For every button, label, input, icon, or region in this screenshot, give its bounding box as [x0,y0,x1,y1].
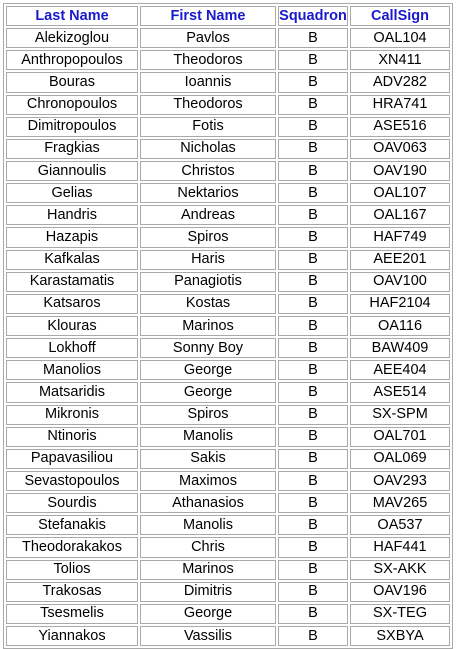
first-name-cell: Sakis [140,449,276,469]
table-row [6,227,450,247]
table-row [6,382,450,402]
last-name-cell: Tolios [6,560,138,580]
header-row [6,6,450,26]
squadron-cell: B [278,139,348,159]
last-name-cell: Matsaridis [6,382,138,402]
table-row [6,338,450,358]
header-squadron: Squadron [278,6,348,26]
last-name-cell: Chronopoulos [6,95,138,115]
squadron-cell: B [278,537,348,557]
last-name-cell: Mikronis [6,405,138,425]
first-name-cell: Panagiotis [140,272,276,292]
callsign-cell: OA116 [350,316,450,336]
squadron-cell: B [278,493,348,513]
table-row [6,183,450,203]
squadron-cell: B [278,560,348,580]
callsign-cell: HAF2104 [350,294,450,314]
table-row [6,161,450,181]
callsign-cell: AEE404 [350,360,450,380]
callsign-cell: SX-AKK [350,560,450,580]
first-name-cell: Haris [140,250,276,270]
squadron-cell: B [278,183,348,203]
squadron-cell: B [278,449,348,469]
first-name-cell: George [140,382,276,402]
table-row [6,205,450,225]
first-name-cell: Fotis [140,117,276,137]
squadron-cell: B [278,604,348,624]
table-row [6,95,450,115]
table-row [6,427,450,447]
callsign-cell: BAW409 [350,338,450,358]
callsign-cell: OAL107 [350,183,450,203]
last-name-cell: Dimitropoulos [6,117,138,137]
squadron-cell: B [278,626,348,646]
table-row [6,560,450,580]
last-name-cell: Papavasiliou [6,449,138,469]
callsign-cell: OAV196 [350,582,450,602]
first-name-cell: Ioannis [140,72,276,92]
first-name-cell: Manolis [140,427,276,447]
table-row [6,316,450,336]
callsign-cell: AEE201 [350,250,450,270]
squadron-cell: B [278,117,348,137]
squadron-cell: B [278,471,348,491]
squadron-cell: B [278,582,348,602]
squadron-cell: B [278,382,348,402]
header-callsign: CallSign [350,6,450,26]
table-row [6,515,450,535]
callsign-cell: ASE516 [350,117,450,137]
last-name-cell: Tsesmelis [6,604,138,624]
last-name-cell: Sourdis [6,493,138,513]
first-name-cell: Athanasios [140,493,276,513]
squadron-cell: B [278,250,348,270]
squadron-cell: B [278,294,348,314]
squadron-cell: B [278,515,348,535]
callsign-cell: OAV293 [350,471,450,491]
last-name-cell: Kafkalas [6,250,138,270]
callsign-cell: SX-TEG [350,604,450,624]
first-name-cell: Andreas [140,205,276,225]
callsign-cell: OAL701 [350,427,450,447]
table-row [6,294,450,314]
table-row [6,272,450,292]
last-name-cell: Katsaros [6,294,138,314]
first-name-cell: Chris [140,537,276,557]
squadron-cell: B [278,95,348,115]
last-name-cell: Sevastopoulos [6,471,138,491]
table-body [6,28,450,646]
callsign-cell: OAL104 [350,28,450,48]
first-name-cell: Theodoros [140,50,276,70]
last-name-cell: Bouras [6,72,138,92]
table-row [6,405,450,425]
callsign-cell: OAV190 [350,161,450,181]
callsign-cell: ASE514 [350,382,450,402]
first-name-cell: Marinos [140,316,276,336]
callsign-cell: HAF749 [350,227,450,247]
squadron-cell: B [278,316,348,336]
squadron-cell: B [278,427,348,447]
callsign-cell: ADV282 [350,72,450,92]
callsign-cell: HRA741 [350,95,450,115]
squadron-cell: B [278,405,348,425]
table-row [6,626,450,646]
table-row [6,493,450,513]
callsign-cell: SXBYA [350,626,450,646]
last-name-cell: Klouras [6,316,138,336]
table-row [6,582,450,602]
last-name-cell: Stefanakis [6,515,138,535]
last-name-cell: Anthropopoulos [6,50,138,70]
first-name-cell: Spiros [140,227,276,247]
table-row [6,28,450,48]
last-name-cell: Ntinoris [6,427,138,447]
table-row [6,72,450,92]
last-name-cell: Handris [6,205,138,225]
squadron-cell: B [278,360,348,380]
squadron-cell: B [278,161,348,181]
last-name-cell: Trakosas [6,582,138,602]
squadron-cell: B [278,72,348,92]
first-name-cell: Manolis [140,515,276,535]
table-row [6,471,450,491]
first-name-cell: Christos [140,161,276,181]
first-name-cell: Spiros [140,405,276,425]
pilot-roster-table [3,3,453,649]
squadron-cell: B [278,50,348,70]
table-row [6,250,450,270]
squadron-cell: B [278,28,348,48]
first-name-cell: Kostas [140,294,276,314]
first-name-cell: Dimitris [140,582,276,602]
callsign-cell: XN411 [350,50,450,70]
last-name-cell: Manolios [6,360,138,380]
first-name-cell: Sonny Boy [140,338,276,358]
first-name-cell: Theodoros [140,95,276,115]
squadron-cell: B [278,205,348,225]
first-name-cell: Maximos [140,471,276,491]
callsign-cell: MAV265 [350,493,450,513]
squadron-cell: B [278,338,348,358]
callsign-cell: OAL069 [350,449,450,469]
last-name-cell: Gelias [6,183,138,203]
last-name-cell: Karastamatis [6,272,138,292]
table-row [6,537,450,557]
callsign-cell: OAL167 [350,205,450,225]
table-row [6,139,450,159]
last-name-cell: Giannoulis [6,161,138,181]
header-first-name: First Name [140,6,276,26]
first-name-cell: Nicholas [140,139,276,159]
callsign-cell: OAV063 [350,139,450,159]
table-row [6,50,450,70]
last-name-cell: Fragkias [6,139,138,159]
squadron-cell: B [278,227,348,247]
table-row [6,449,450,469]
squadron-cell: B [278,272,348,292]
table-row [6,360,450,380]
first-name-cell: George [140,604,276,624]
callsign-cell: HAF441 [350,537,450,557]
callsign-cell: OA537 [350,515,450,535]
header-last-name: Last Name [6,6,138,26]
last-name-cell: Hazapis [6,227,138,247]
last-name-cell: Alekizoglou [6,28,138,48]
last-name-cell: Lokhoff [6,338,138,358]
callsign-cell: OAV100 [350,272,450,292]
last-name-cell: Yiannakos [6,626,138,646]
first-name-cell: George [140,360,276,380]
first-name-cell: Vassilis [140,626,276,646]
first-name-cell: Pavlos [140,28,276,48]
table-row [6,117,450,137]
callsign-cell: SX-SPM [350,405,450,425]
first-name-cell: Nektarios [140,183,276,203]
last-name-cell: Theodorakakos [6,537,138,557]
table-row [6,604,450,624]
table-header [6,6,450,26]
first-name-cell: Marinos [140,560,276,580]
